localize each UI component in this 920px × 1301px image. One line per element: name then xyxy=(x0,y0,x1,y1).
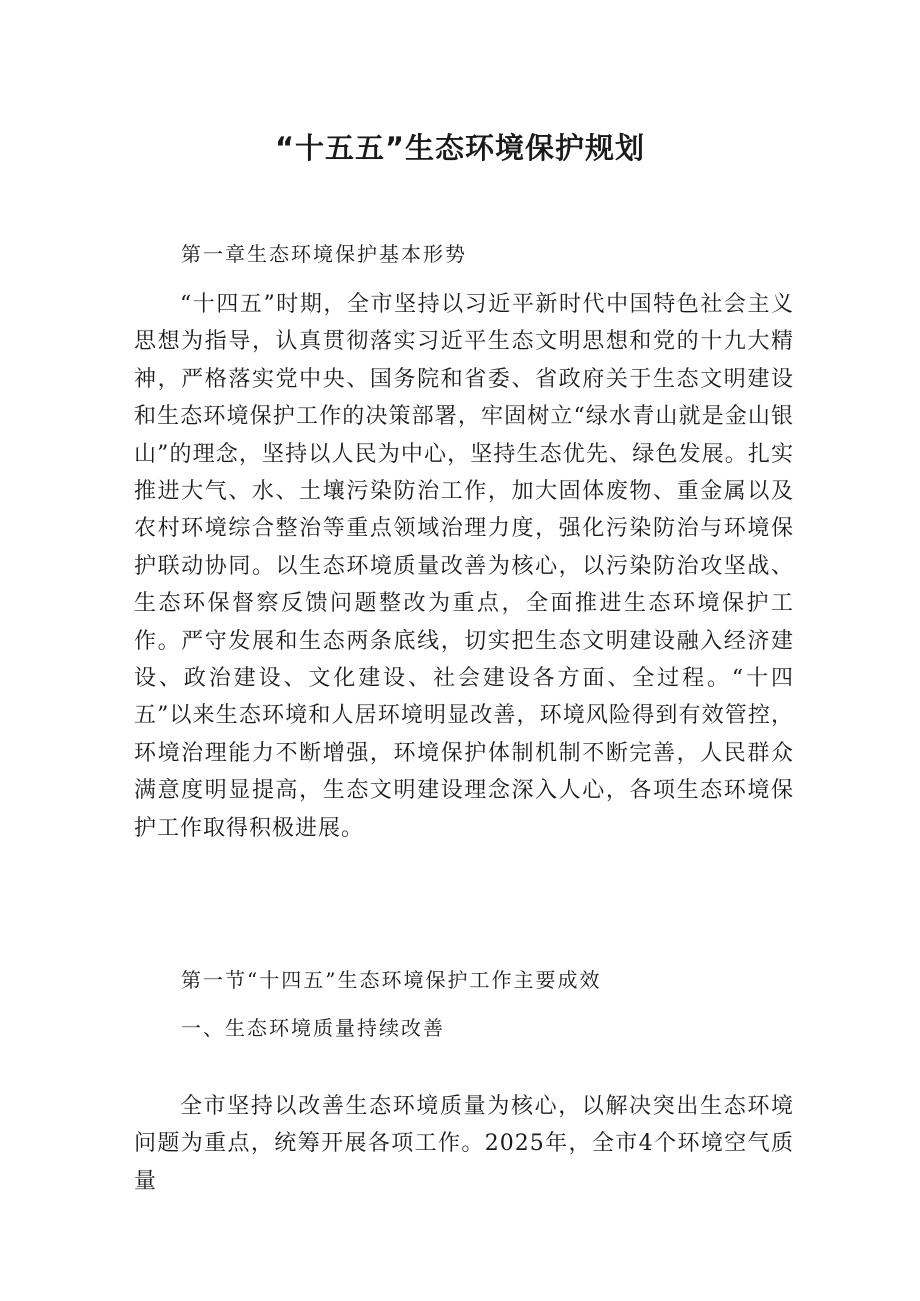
body-paragraph: 全市坚持以改善生态环境质量为核心，以解决突出生态环境问题为重点，统筹开展各项工作。2025年，全市4个环境空气质量 xyxy=(134,1094,794,1194)
document-title: “十五五”生态环境保护规划 xyxy=(274,131,646,165)
section-heading: 第一节“十四五”生态环境保护工作主要成效 xyxy=(181,968,602,992)
subsection-heading: 一、生态环境质量持续改善 xyxy=(181,1016,445,1040)
chapter-heading: 第一章生态环境保护基本形势 xyxy=(181,242,467,266)
intro-paragraph: “十四五”时期，全市坚持以习近平新时代中国特色社会主义思想为指导，认真贯彻落实习近平生态文明思想和党的十九大精神，严格落实党中央、国务院和省委、省政府关于生态文明建设和生态环境保护工作的决策部署，牢固树立“绿水青山就是金山银山”的理念，坚持以人民为中心，坚持生态优先、绿色发展。扎实推进大气、水、土壤污染防治工作，加大固体废物、重金属以及农村环境综合整治等重点领域治理力度，强化污染防治与环境保护联动协同。以生态环境质量改善为核心，以污染防治攻坚战、生态环保督察反馈问题整改为重点，全面推进生态环境保护工作。严守发展和生态两条底线，切实把生态文明建设融入经济建设、政治建设、文化建设、社会建设各方面、全过程。“十四五”以来生态环境和人居环境明显改善，环境风险得到有效管控，环境治理能力不断增强，环境保护体制机制不断完善，人民群众满意度明显提高，生态文明建设理念深入人心，各项生态环境保护工作取得积极进展。 xyxy=(134,292,794,841)
